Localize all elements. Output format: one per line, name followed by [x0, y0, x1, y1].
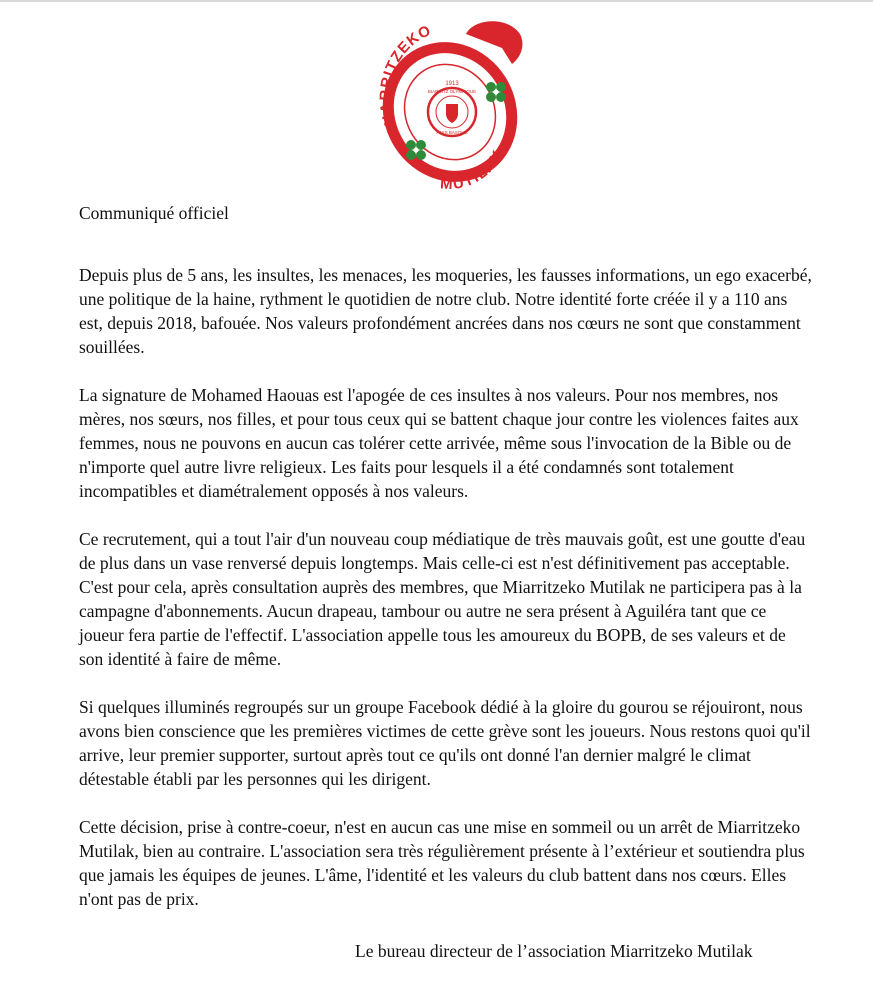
communique-body [79, 201, 814, 935]
badge-line2: PAYS BASQUE [436, 130, 468, 135]
logo-top-text: MIARRITZEKO [376, 21, 435, 136]
paragraph-1: Depuis plus de 5 ans, les insultes, les menaces, les moqueries, les fausses informations, un ego exacerbé, une politique de la haine, rythment le quotidien de notre club. Notre identité forte créée il y a 110 ans est, depuis 2018, bafouée. Nos valeurs profondément ancrées dans nos cœurs ne sont que constamment souillées. [79, 265, 812, 357]
logo-bottom-text: MUTILAK [439, 146, 508, 192]
club-logo-graphic [370, 12, 530, 192]
document-heading: Communiqué officiel [79, 203, 229, 223]
badge-line1: BIARRITZ OLYMPIQUE [427, 89, 477, 94]
paragraph-5: Cette décision, prise à contre-coeur, n'est en aucun cas une mise en sommeil ou un arrêt de Miarritzeko Mutilak, bien au contraire. L'association sera très régulièrement présente à l’extérieur et soutiendra plus que jamais les équipes de jeunes. L'âme, l'identité et les valeurs du club battent dans nos cœurs. Elles n'ont pas de prix. [79, 817, 805, 909]
top-border [0, 0, 873, 2]
paragraph-4: Si quelques illuminés regroupés sur un groupe Facebook dédié à la gloire du gourou se réjouiront, nous avons bien conscience que les premières victimes de cette grève sont les joueurs. Nous restons quoi qu'il arrive, leur premier supporter, surtout après tout ce qu'ils ont donné l'an dernier malgré le climat détestable établi par les personnes qui les dirigent. [79, 697, 811, 789]
signature: Le bureau directeur de l’association Miarritzeko Mutilak [355, 941, 753, 961]
badge-year: 1913 [445, 81, 459, 87]
paragraph-3: Ce recrutement, qui a tout l'air d'un nouveau coup médiatique de très mauvais goût, est une goutte d'eau de plus dans un vase renversé depuis longtemps. Mais celle-ci est n'est définitivement pas acceptable. C'est pour cela, après consultation auprès des membres, que Miarritzeko Mutilak ne participera pas à la campagne d'abonnements. Aucun drapeau, tambour ou autre ne sera présent à Aguiléra tant que ce joueur fera partie de l'effectif. L'association appelle tous les amoureux du BOPB, de ses valeurs et de son identité à faire de même. [79, 529, 806, 669]
paragraph-2: La signature de Mohamed Haouas est l'apogée de ces insultes à nos valeurs. Pour nos membres, nos mères, nos sœurs, nos filles, et pour tous ceux qui se battent chaque jour contre les violences faites aux femmes, nous ne pouvons en aucun cas tolérer cette arrivée, même sous l'invocation de la Bible ou de n'importe quel autre livre religieux. Les faits pour lesquels il a été condamnés sont totalement incompatibles et diamétralement opposés à nos valeurs. [79, 385, 799, 501]
club-logo [370, 12, 530, 192]
